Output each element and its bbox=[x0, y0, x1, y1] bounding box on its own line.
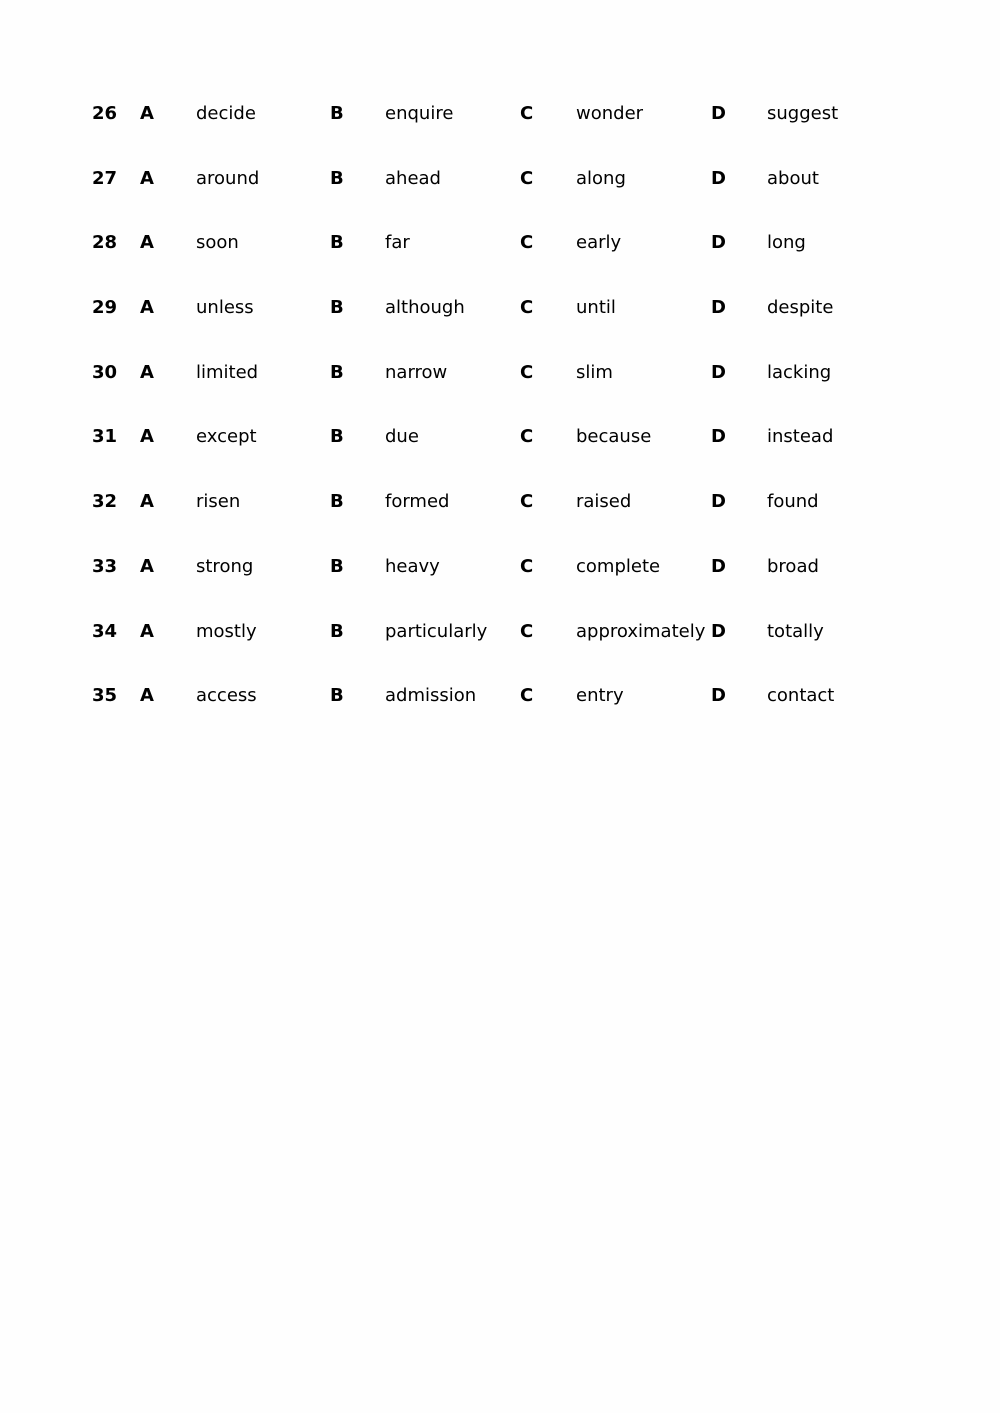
option-word-c: raised bbox=[576, 491, 632, 513]
option-word-d: about bbox=[767, 167, 819, 189]
question-list bbox=[92, 100, 952, 747]
option-word-b: particularly bbox=[385, 620, 488, 642]
option-word-a: except bbox=[196, 426, 257, 448]
question-row-32 bbox=[92, 488, 952, 553]
question-row-31 bbox=[92, 423, 952, 488]
option-word-d: lacking bbox=[767, 361, 832, 383]
option-word-a: risen bbox=[196, 491, 241, 513]
option-word-d: found bbox=[767, 491, 819, 513]
option-word-c: because bbox=[576, 426, 652, 448]
question-number: 34 bbox=[92, 620, 118, 642]
option-letter-b: B bbox=[330, 685, 344, 707]
option-word-b: ahead bbox=[385, 167, 441, 189]
option-word-b: heavy bbox=[385, 555, 440, 577]
option-word-b: although bbox=[385, 297, 465, 319]
option-letter-a: A bbox=[140, 620, 154, 642]
option-word-c: wonder bbox=[576, 103, 644, 124]
option-letter-d: D bbox=[711, 167, 726, 189]
option-word-b: far bbox=[385, 232, 410, 254]
question-row-33 bbox=[92, 553, 952, 618]
option-word-c: until bbox=[576, 297, 616, 319]
option-word-c: slim bbox=[576, 361, 613, 383]
option-letter-c: C bbox=[520, 232, 534, 254]
option-letter-d: D bbox=[711, 361, 726, 383]
question-row-30 bbox=[92, 359, 952, 424]
option-word-a: unless bbox=[196, 297, 254, 319]
option-letter-d: D bbox=[711, 426, 726, 448]
option-letter-b: B bbox=[330, 555, 344, 577]
option-word-a: soon bbox=[196, 232, 239, 254]
option-word-b: narrow bbox=[385, 361, 448, 383]
option-letter-b: B bbox=[330, 426, 344, 448]
option-letter-a: A bbox=[140, 491, 154, 513]
question-number: 28 bbox=[92, 232, 118, 254]
question-number: 33 bbox=[92, 555, 118, 577]
option-letter-a: A bbox=[140, 685, 154, 707]
option-letter-d: D bbox=[711, 555, 726, 577]
question-row-27 bbox=[92, 165, 952, 230]
option-letter-c: C bbox=[520, 167, 534, 189]
question-number: 27 bbox=[92, 167, 118, 189]
option-letter-b: B bbox=[330, 491, 344, 513]
option-word-b: admission bbox=[385, 685, 477, 707]
option-letter-b: B bbox=[330, 361, 344, 383]
option-word-a: decide bbox=[196, 103, 256, 124]
question-row-26 bbox=[92, 100, 952, 165]
option-letter-d: D bbox=[711, 297, 726, 319]
option-word-c: entry bbox=[576, 685, 624, 707]
option-letter-a: A bbox=[140, 167, 154, 189]
option-letter-b: B bbox=[330, 620, 344, 642]
option-letter-c: C bbox=[520, 491, 534, 513]
option-word-a: mostly bbox=[196, 620, 257, 642]
option-letter-d: D bbox=[711, 685, 726, 707]
question-number: 31 bbox=[92, 426, 118, 448]
option-word-a: access bbox=[196, 685, 257, 707]
option-letter-c: C bbox=[520, 103, 534, 124]
option-word-b: enquire bbox=[385, 103, 454, 124]
option-letter-c: C bbox=[520, 555, 534, 577]
question-number: 29 bbox=[92, 297, 118, 319]
option-word-d: suggest bbox=[767, 103, 839, 124]
option-word-c: early bbox=[576, 232, 622, 254]
question-row-29 bbox=[92, 294, 952, 359]
option-word-c: complete bbox=[576, 555, 661, 577]
question-number: 35 bbox=[92, 685, 118, 707]
option-letter-a: A bbox=[140, 103, 154, 124]
option-letter-d: D bbox=[711, 103, 726, 124]
option-word-a: limited bbox=[196, 361, 259, 383]
question-row-34 bbox=[92, 618, 952, 683]
option-letter-d: D bbox=[711, 620, 726, 642]
option-word-d: despite bbox=[767, 297, 834, 319]
option-letter-a: A bbox=[140, 361, 154, 383]
option-letter-b: B bbox=[330, 167, 344, 189]
option-word-d: broad bbox=[767, 555, 819, 577]
option-word-d: long bbox=[767, 232, 806, 254]
option-letter-b: B bbox=[330, 297, 344, 319]
option-letter-a: A bbox=[140, 555, 154, 577]
option-letter-d: D bbox=[711, 232, 726, 254]
option-letter-a: A bbox=[140, 232, 154, 254]
option-word-d: totally bbox=[767, 620, 824, 642]
option-letter-c: C bbox=[520, 297, 534, 319]
option-word-c: approximately bbox=[576, 620, 706, 642]
option-letter-c: C bbox=[520, 361, 534, 383]
option-letter-c: C bbox=[520, 685, 534, 707]
question-number: 32 bbox=[92, 491, 118, 513]
question-number: 30 bbox=[92, 361, 118, 383]
option-word-a: strong bbox=[196, 555, 254, 577]
option-letter-c: C bbox=[520, 426, 534, 448]
option-word-c: along bbox=[576, 167, 626, 189]
option-word-d: contact bbox=[767, 685, 835, 707]
option-letter-a: A bbox=[140, 297, 154, 319]
option-letter-b: B bbox=[330, 232, 344, 254]
option-word-b: due bbox=[385, 426, 419, 448]
option-letter-c: C bbox=[520, 620, 534, 642]
option-word-d: instead bbox=[767, 426, 834, 448]
option-word-a: around bbox=[196, 167, 260, 189]
option-letter-b: B bbox=[330, 103, 344, 124]
question-number: 26 bbox=[92, 103, 118, 124]
option-letter-a: A bbox=[140, 426, 154, 448]
question-row-28 bbox=[92, 229, 952, 294]
question-row-35 bbox=[92, 682, 952, 747]
option-letter-d: D bbox=[711, 491, 726, 513]
option-word-b: formed bbox=[385, 491, 450, 513]
